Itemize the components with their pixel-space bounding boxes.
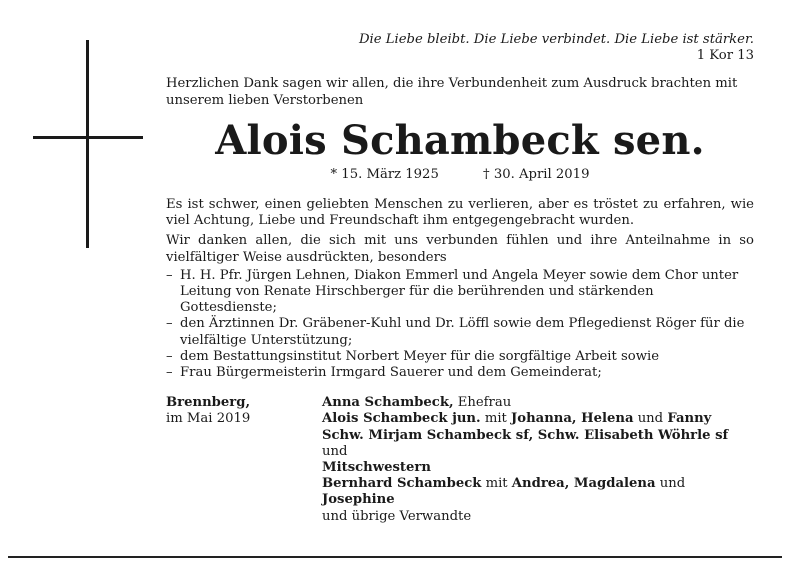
birth-date: * 15. März 1925 bbox=[330, 166, 439, 182]
place-date bbox=[166, 395, 322, 525]
death-date: † 30. April 2019 bbox=[483, 166, 590, 182]
list-item: – Frau Bürgermeisterin Irmgard Sauerer und dem Gemeinderat; bbox=[166, 365, 754, 381]
list-item: – H. H. Pfr. Jürgen Lehnen, Diakon Emmerl und Angela Meyer sowie dem Chor unter Leitung von Renate Hirschberger für die berührenden und stärkenden Gottesdienste; bbox=[166, 268, 754, 317]
life-dates bbox=[166, 167, 754, 183]
thanks-list bbox=[166, 268, 754, 381]
deceased-name: Alois Schambeck sen. bbox=[215, 116, 705, 164]
mourner-line-5: Bernhard Schambeck mit Andrea, Magdalena und Josephine bbox=[322, 476, 686, 508]
motto-reference: 1 Kor 13 bbox=[696, 48, 754, 64]
mourners-list bbox=[322, 395, 754, 525]
bottom-border bbox=[8, 556, 782, 558]
cross-icon-vertical bbox=[86, 40, 89, 248]
date: im Mai 2019 bbox=[166, 411, 251, 427]
thanks-intro: Herzlichen Dank sagen wir allen, die ihre Verbundenheit zum Ausdruck brachten mit unserem lieben Verstorbenen bbox=[166, 76, 738, 108]
obituary-content bbox=[166, 32, 754, 525]
mourner-line-3: Schw. Mirjam Schambeck sf, Schw. Elisabeth Wöhrle sf und bbox=[322, 427, 729, 459]
paragraph-1: Es ist schwer, einen geliebten Menschen zu verlieren, aber es tröstet zu erfahren, wie viel Achtung, Liebe und Freundschaft ihm entgegengebracht wurden. bbox=[166, 197, 754, 229]
mourner-line-6: und übrige Verwandte bbox=[322, 508, 472, 524]
paragraph-2: Wir danken allen, die sich mit uns verbunden fühlen und ihre Anteilnahme in so vielfältiger Weise ausdrückten, besonders bbox=[166, 233, 754, 265]
list-item: – den Ärztinnen Dr. Gräbener-Kuhl und Dr. Löffl sowie dem Pflegedienst Röger für die vielfältige Unterstützung; bbox=[166, 316, 754, 348]
cross-icon-horizontal bbox=[33, 136, 143, 139]
list-item: – dem Bestattungsinstitut Norbert Meyer für die sorgfältige Arbeit sowie bbox=[166, 349, 754, 365]
mourner-line-1: Anna Schambeck, Ehefrau bbox=[322, 395, 512, 411]
motto: Die Liebe bleibt. Die Liebe verbindet. Die Liebe ist stärker. bbox=[358, 32, 754, 47]
mourner-line-4: Mitschwestern bbox=[322, 460, 431, 476]
place: Brennberg, bbox=[166, 395, 251, 411]
signature-block bbox=[166, 395, 754, 525]
mourner-line-2: Alois Schambeck jun. mit Johanna, Helena und Fanny bbox=[322, 411, 712, 427]
